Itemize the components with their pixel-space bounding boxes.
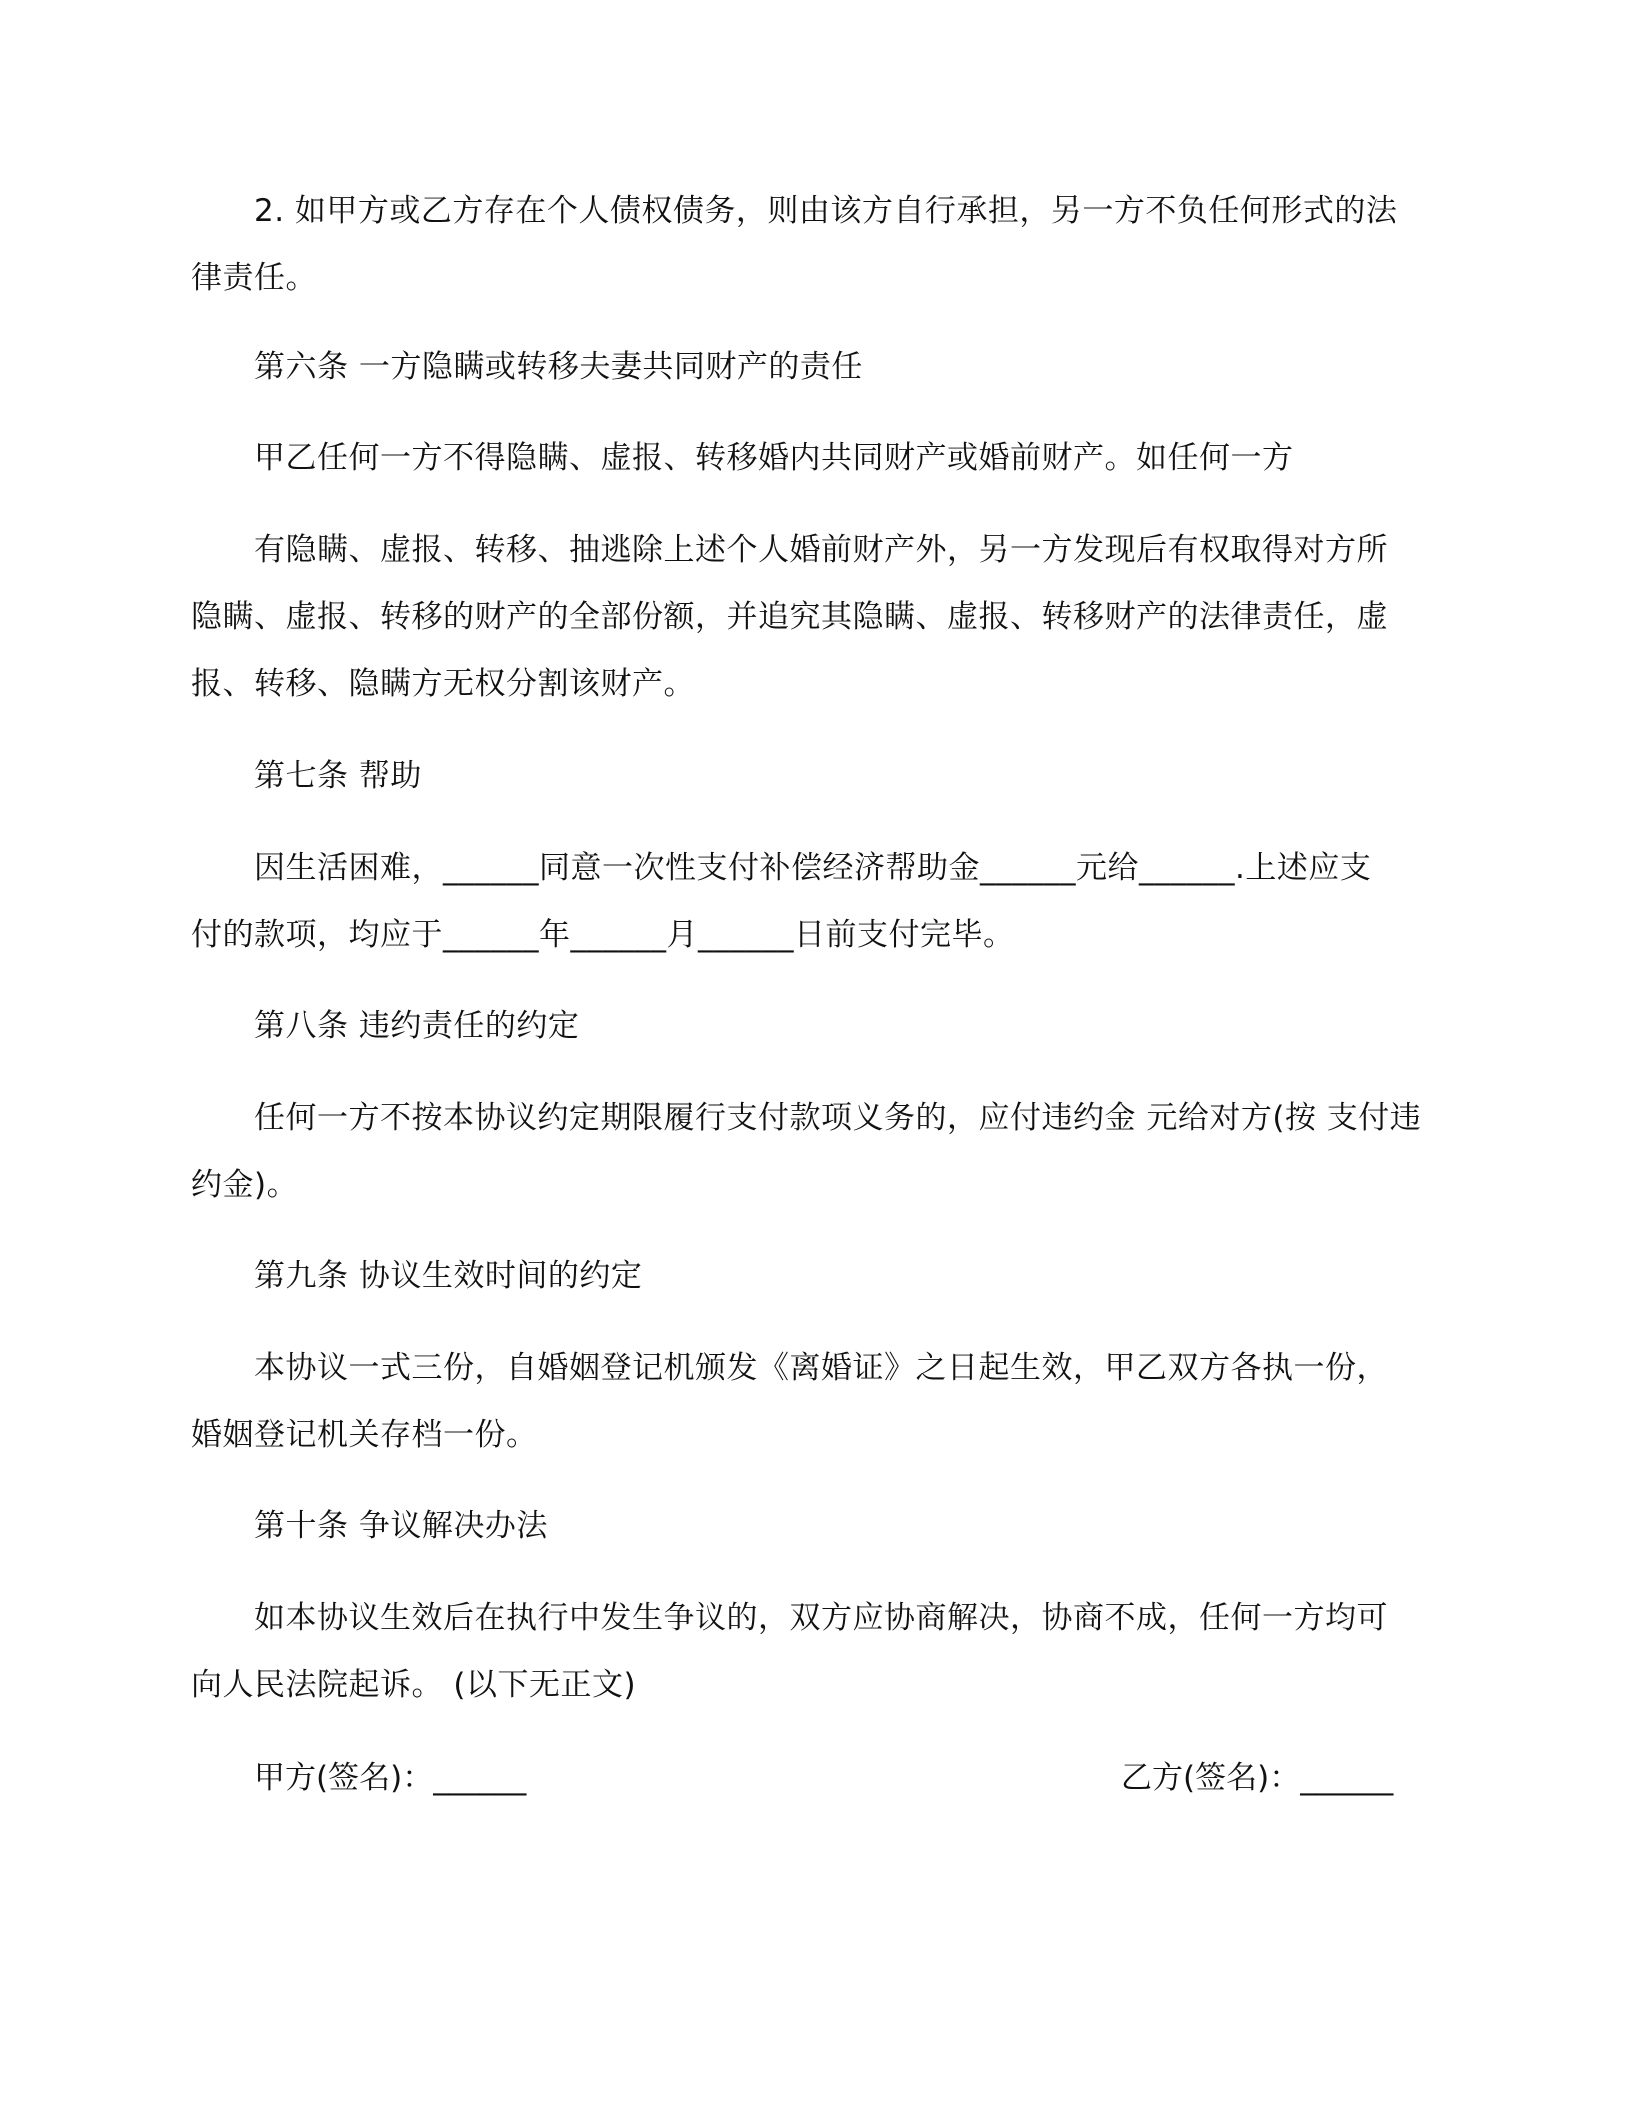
heading-text: 第十条 争议解决办法 [254, 1508, 548, 1544]
heading-text: 第八条 违约责任的约定 [254, 1008, 580, 1044]
text-line: 因生活困难，______同意一次性支付补偿经济帮助金______元给______.上述应支 [254, 850, 1372, 886]
text-line: 任何一方不按本协议约定期限履行支付款项义务的，应付违约金 元给对方(按 支付违 [254, 1100, 1422, 1136]
paragraph-9 [191, 1335, 1441, 1469]
text-line: 2. 如甲方或乙方存在个人债权债务，则由该方自行承担，另一方不负任何形式的法 [254, 193, 1398, 229]
paragraph-6b [191, 517, 1441, 718]
text-line: 婚姻登记机关存档一份。 [191, 1417, 538, 1453]
article-9-heading [191, 1243, 1441, 1310]
text-line: 律责任。 [191, 260, 317, 296]
signature-party-b: 乙方(签名)：______ [1121, 1760, 1394, 1796]
text-line: 本协议一式三份，自婚姻登记机颁发《离婚证》之日起生效，甲乙双方各执一份， [254, 1350, 1388, 1386]
article-10-heading [191, 1493, 1441, 1560]
article-8-heading [191, 993, 1441, 1060]
paragraph-8 [191, 1085, 1441, 1219]
paragraph-7 [191, 835, 1441, 969]
signature-party-a: 甲方(签名)：______ [254, 1760, 527, 1796]
heading-text: 第七条 帮助 [254, 758, 422, 794]
text-line: 付的款项，均应于______年______月______日前支付完毕。 [191, 917, 1015, 953]
paragraph-6a [191, 425, 1441, 492]
text-line: 有隐瞒、虚报、转移、抽逃除上述个人婚前财产外，另一方发现后有权取得对方所 [254, 532, 1388, 568]
text-line: 如本协议生效后在执行中发生争议的，双方应协商解决，协商不成，任何一方均可 [254, 1600, 1388, 1636]
text-line: 隐瞒、虚报、转移的财产的全部份额，并追究其隐瞒、虚报、转移财产的法律责任，虚 [191, 599, 1388, 635]
paragraph-debt [191, 178, 1441, 312]
article-6-heading [191, 334, 1441, 401]
heading-text: 第六条 一方隐瞒或转移夫妻共同财产的责任 [254, 349, 863, 385]
text-line: 约金)。 [191, 1167, 299, 1203]
text-line: 向人民法院起诉。 (以下无正文) [191, 1667, 637, 1703]
paragraph-10 [191, 1585, 1441, 1719]
text-line: 报、转移、隐瞒方无权分割该财产。 [191, 666, 695, 702]
article-7-heading [191, 743, 1441, 810]
text-line: 甲乙任何一方不得隐瞒、虚报、转移婚内共同财产或婚前财产。如任何一方 [254, 440, 1294, 476]
heading-text: 第九条 协议生效时间的约定 [254, 1258, 643, 1294]
